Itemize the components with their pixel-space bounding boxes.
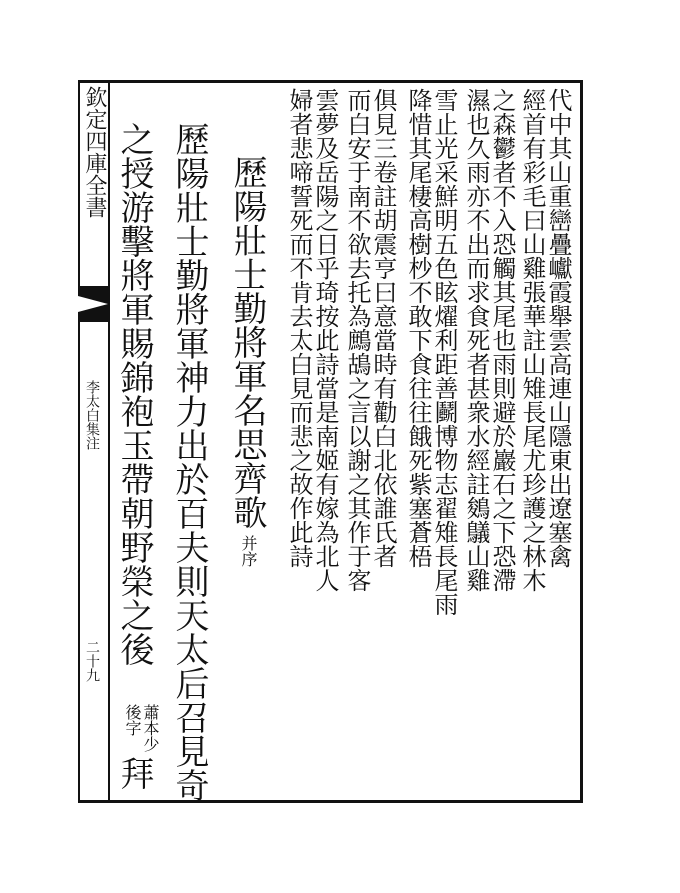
commentary-column-5: 雪止光采鮮明五色眩燿利距善鬬博物志翟雉長尾雨 bbox=[430, 88, 458, 616]
commentary-column-8: 而白安于南不欲去托為鷓鴣之言以謝之其作于客 bbox=[343, 88, 371, 592]
fishtail-mark-icon bbox=[78, 286, 108, 322]
frame-top-rule bbox=[78, 80, 583, 83]
poem-title-note: 并序 bbox=[239, 535, 258, 567]
commentary-column-7: 俱見三卷註胡震亨曰意當時有勸白北依誰氏者 bbox=[369, 88, 397, 568]
frame-bottom-rule bbox=[78, 800, 583, 803]
preface-column-1: 歷陽壯士勤將軍神力出於百夫則天太后召見奇 bbox=[169, 122, 209, 802]
commentary-column-1: 代中其山重巒疊巘霞舉雲高連山隱東出遼塞禽 bbox=[544, 88, 572, 568]
preface-column-2: 之授游擊將軍賜錦袍玉帶朝野榮之後 bbox=[114, 122, 154, 666]
commentary-column-10: 婦者悲啼誓死而不肯去太白見而悲之故作此詩 bbox=[285, 88, 313, 568]
commentary-column-6: 降惜其尾棲高樹杪不敢下食往往餓死紫塞蒼梧 bbox=[404, 88, 432, 568]
gutter-page-number: 二十九 bbox=[84, 640, 100, 682]
commentary-column-4: 濕也久雨亦不出而求食死者甚衆水經註鵕鸃山雞 bbox=[462, 88, 490, 592]
gutter-collection-title: 欽定四庫全書 bbox=[82, 86, 107, 218]
poem-title: 歷陽壯士勤將軍名思齊歌 bbox=[227, 155, 267, 529]
frame-right-rule bbox=[580, 80, 583, 803]
preface-column-2-end: 拜 bbox=[114, 756, 154, 790]
gutter-rule bbox=[108, 80, 110, 803]
commentary-column-2: 經首有彩毛曰山雞張華註山雉長尾尤珍護之林木 bbox=[518, 88, 546, 592]
frame-left-rule bbox=[78, 80, 80, 803]
preface-note-a: 蕭本少 bbox=[141, 704, 160, 752]
gutter-book-title: 李太白集注 bbox=[84, 380, 100, 450]
commentary-column-3: 之森鬱者不入恐觸其尾也雨則避於巖石之下恐滯 bbox=[488, 88, 516, 592]
commentary-column-9: 雲夢及岳陽之日乎琦按此詩當是南姬有嫁為北人 bbox=[311, 88, 339, 592]
preface-note-b: 後字 bbox=[123, 704, 142, 736]
